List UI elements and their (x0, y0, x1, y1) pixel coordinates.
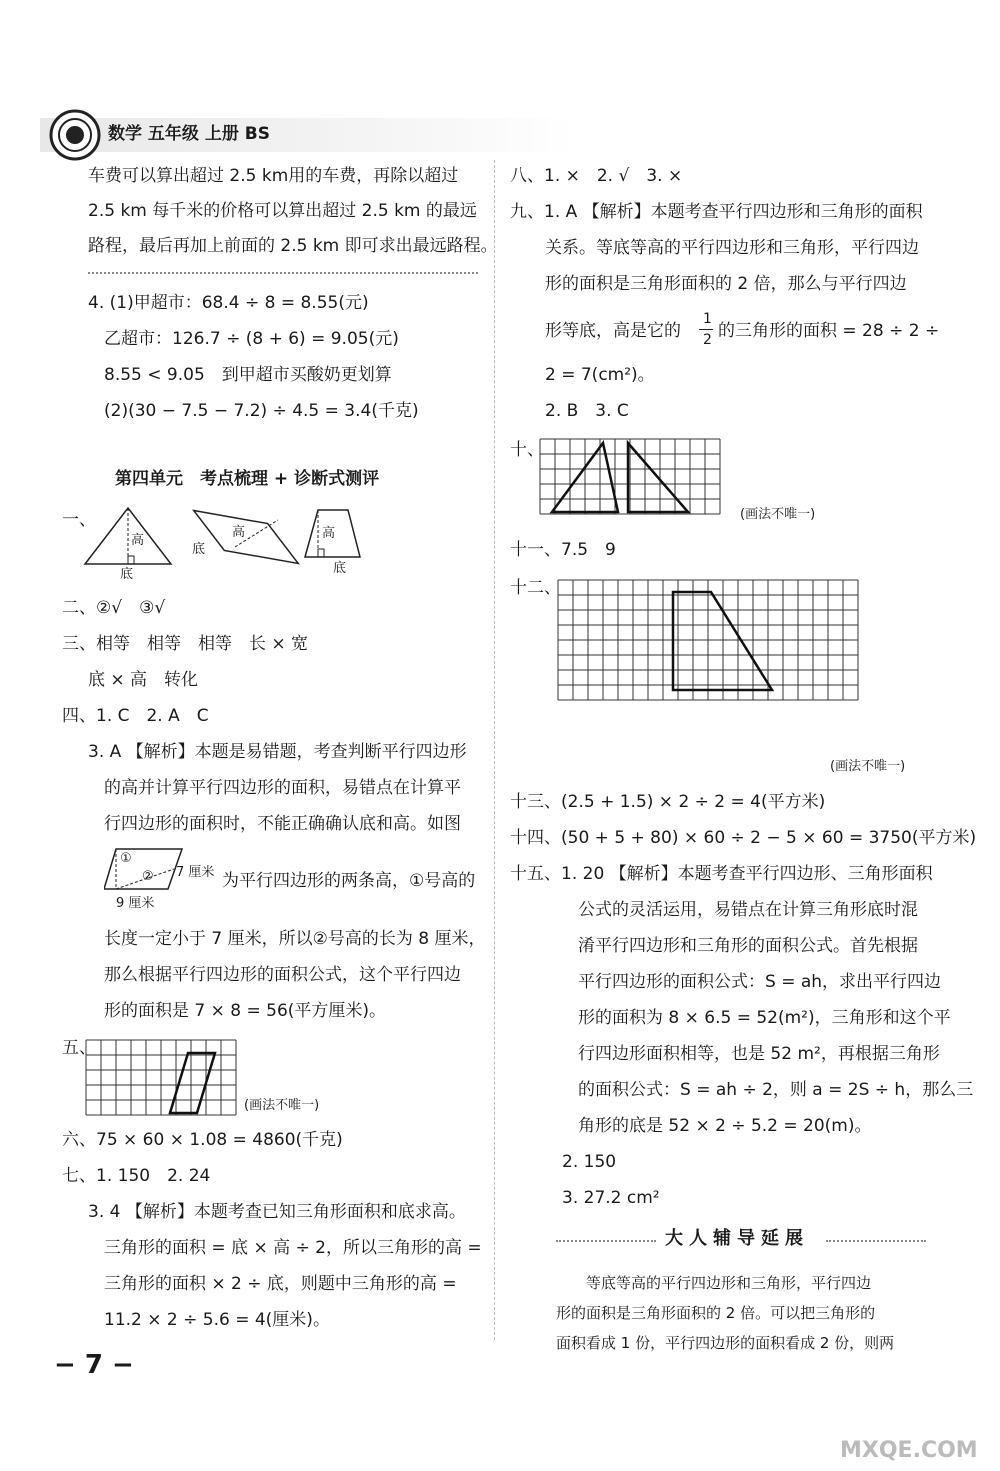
fig-para-height: 高 (232, 525, 246, 540)
extension-dotted-right (826, 1240, 926, 1242)
section-4-q3-e: 长度一定小于 7 厘米，所以②号高的长为 8 厘米， (104, 929, 486, 949)
section-4-q3-b: 的高并计算平行四边形的面积，易错点在计算平 (104, 778, 461, 798)
section-13: 十三、(2.5 + 1.5) × 2 ÷ 2 = 4(平方米) (510, 792, 826, 812)
fig-height-2: ② (142, 869, 154, 884)
section-15-f: 行四边形面积相等，也是 52 m²，再根据三角形 (578, 1044, 940, 1064)
section-9-f: 2. B 3. C (545, 401, 629, 421)
logo-icon (48, 108, 102, 162)
dotted-divider (88, 272, 478, 274)
section-1-label: 一、 (62, 510, 96, 530)
section-9-d-post: 的三角形的面积 = 28 ÷ 2 ÷ (718, 321, 940, 341)
section-15-g: 的面积公式：S = ah ÷ 2，则 a = 2S ÷ h，那么三 (578, 1080, 974, 1100)
section-15-q3: 3. 27.2 cm² (562, 1188, 660, 1208)
section-7: 七、1. 150 2. 24 (62, 1166, 211, 1186)
section-4-q3-c: 行四边形的面积时，不能正确确认底和高。如图 (104, 814, 461, 834)
section-9-c: 形的面积是三角形面积的 2 倍，那么与平行四边 (545, 274, 907, 294)
page-number: − 7 − (54, 1350, 134, 1380)
fig-7cm: 7 厘米 (176, 865, 215, 880)
note-section-10: (画法不唯一) (740, 507, 816, 522)
section-2: 二、②√ ③√ (62, 598, 166, 618)
section-15-c: 淆平行四边形和三角形的面积公式。首先根据 (578, 936, 918, 956)
unit-title: 第四单元 考点梳理 + 诊断式测评 (115, 469, 380, 489)
section-4-q3-a: 3. A 【解析】本题是易错题，考查判断平行四边形 (88, 742, 467, 762)
fig-9cm: 9 厘米 (116, 896, 155, 911)
fraction-bar (699, 329, 713, 330)
section-10-grid (538, 437, 738, 517)
left-line-3: 路程，最后再加上前面的 2.5 km 即可求出最远路程。 (88, 236, 498, 256)
section-15-a: 十五、1. 20 【解析】本题考查平行四边形、三角形面积 (510, 864, 933, 884)
section-10-label: 十、 (510, 440, 544, 460)
section-15-h: 角形的底是 52 × 2 ÷ 5.2 = 20(m)。 (578, 1116, 872, 1136)
section-4: 四、1. C 2. A C (62, 706, 209, 726)
fig-tri-base: 底 (120, 567, 134, 582)
fig-tri-height: 高 (131, 533, 145, 548)
fraction-numerator: 1 (703, 311, 712, 327)
section-12-label: 十二、 (510, 578, 561, 598)
extension-line-1: 等底等高的平行四边形和三角形，平行四边 (586, 1274, 872, 1292)
note-section-5: (画法不唯一) (244, 1098, 320, 1113)
section-4-q3-f: 那么根据平行四边形的面积公式，这个平行四边 (104, 965, 461, 985)
section-7-q3-a: 3. 4 【解析】本题考查已知三角形面积和底求高。 (88, 1202, 466, 1222)
extension-line-2: 形的面积是三角形面积的 2 倍。可以把三角形的 (556, 1304, 876, 1322)
section-4-q3-d: 为平行四边形的两条高，①号高的 (222, 871, 476, 891)
section-11: 十一、7.5 9 (510, 540, 616, 560)
fig-para-base: 底 (192, 542, 206, 557)
section-4-q3-g: 形的面积是 7 × 8 = 56(平方厘米)。 (104, 1001, 387, 1021)
section-7-q3-d: 11.2 × 2 ÷ 5.6 = 4(厘米)。 (104, 1310, 330, 1330)
section-15-q2: 2. 150 (562, 1152, 617, 1172)
section-9-b: 关系。等底等高的平行四边形和三角形，平行四边 (545, 238, 919, 258)
note-section-12: (画法不唯一) (830, 759, 906, 774)
q4-line-c: 8.55 < 9.05 到甲超市买酸奶更划算 (104, 365, 392, 385)
section-6: 六、75 × 60 × 1.08 = 4860(千克) (62, 1130, 343, 1150)
left-line-2: 2.5 km 每千米的价格可以算出超过 2.5 km 的最远 (88, 201, 477, 221)
fraction-denominator: 2 (703, 332, 712, 348)
section-3-line-a: 三、相等 相等 相等 长 × 宽 (62, 634, 309, 654)
section-7-q3-b: 三角形的面积 = 底 × 高 ÷ 2，所以三角形的高 = (104, 1238, 482, 1258)
section-8: 八、1. × 2. √ 3. × (510, 166, 683, 186)
extension-dotted-left (556, 1240, 656, 1242)
section-14: 十四、(50 + 5 + 80) × 60 ÷ 2 − 5 × 60 = 3750(平方米) (510, 828, 977, 848)
section-12-grid (556, 578, 860, 704)
q4-line-b: 乙超市：126.7 ÷ (8 + 6) = 9.05(元) (104, 329, 399, 349)
extension-line-3: 面积看成 1 份，平行四边形的面积看成 2 份，则两 (556, 1334, 895, 1352)
section-7-q3-c: 三角形的面积 × 2 ÷ 底，则题中三角形的高 = (104, 1274, 457, 1294)
q4-line-a: 4. (1)甲超市：68.4 ÷ 8 = 8.55(元) (88, 293, 369, 313)
section-15-e: 形的面积为 8 × 6.5 = 52(m²)，三角形和这个平 (578, 1008, 951, 1028)
section-5-label: 五、 (62, 1038, 96, 1058)
watermark: MXQE.COM (840, 1438, 978, 1463)
q4-line-d: (2)(30 − 7.5 − 7.2) ÷ 4.5 = 3.4(千克) (104, 401, 419, 421)
extension-title: 大人辅导延展 (665, 1228, 809, 1249)
section-9-d-pre: 形等底，高是它的 (545, 321, 681, 341)
section-3-line-b: 底 × 高 转化 (88, 670, 199, 690)
section-15-d: 平行四边形的面积公式：S = ah，求出平行四边 (578, 972, 942, 992)
column-divider (494, 160, 495, 1340)
header-title: 数学 五年级 上册 BS (108, 124, 270, 144)
section-5-grid (84, 1038, 240, 1118)
section-9-e: 2 = 7(cm²)。 (545, 365, 655, 385)
fig-trap-base: 底 (333, 561, 347, 576)
fig-height-1: ① (120, 851, 132, 866)
left-line-1: 车费可以算出超过 2.5 km用的车费，再除以超过 (88, 166, 459, 186)
section-9-a: 九、1. A 【解析】本题考查平行四边形和三角形的面积 (510, 202, 923, 222)
section-15-b: 公式的灵活运用，易错点在计算三角形底时混 (578, 900, 918, 920)
fig-trap-height: 高 (322, 526, 336, 541)
